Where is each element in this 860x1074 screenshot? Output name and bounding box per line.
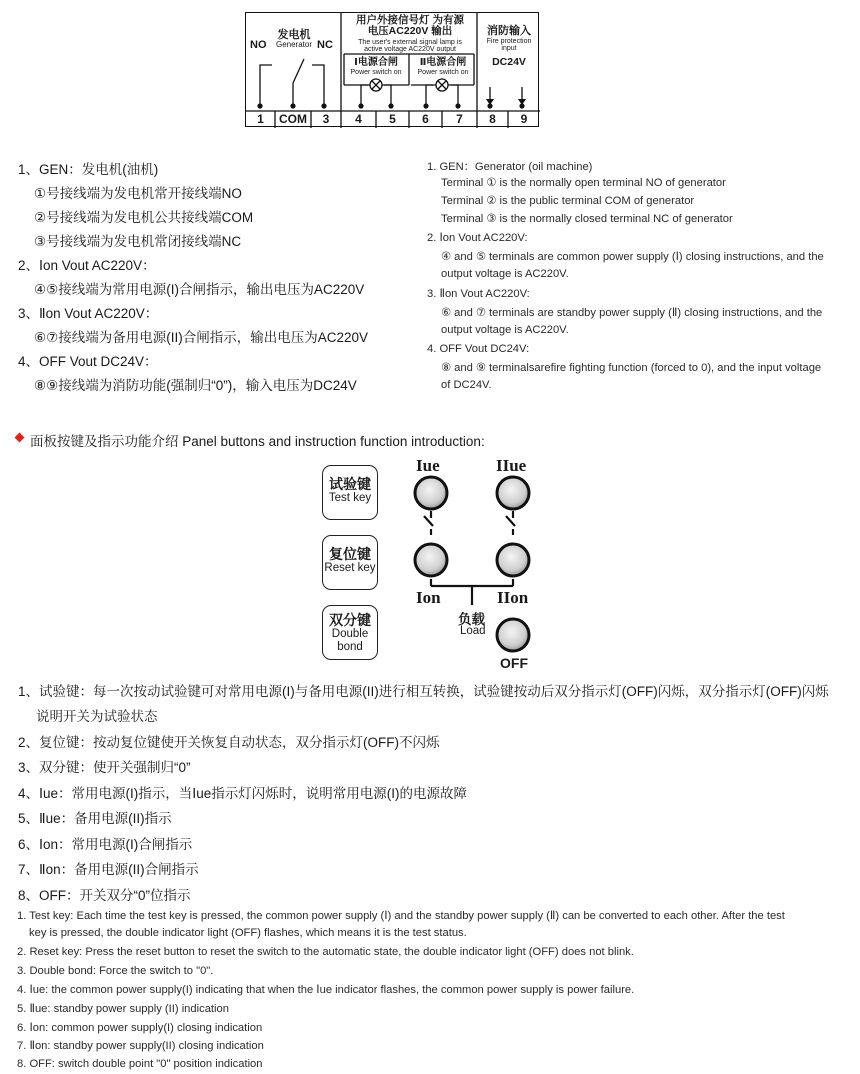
switch1-cn: Ⅰ电源合闸 (354, 57, 398, 68)
cn-desc-line: 1、GEN：发电机(油机) (18, 162, 159, 177)
label-load-en: Load (460, 625, 486, 637)
double-key-en-2: bond (337, 641, 363, 653)
double-key-cn: 双分键 (329, 612, 371, 628)
reset-key-en: Reset key (324, 562, 376, 574)
label-iiue: IIue (496, 456, 527, 475)
lamp-iue (415, 477, 447, 509)
fire-input-cn: 消防输入 (487, 25, 531, 37)
cn-panel-line: 说明开关为试验状态 (36, 709, 158, 724)
switch2-en: Power switch on (417, 69, 469, 76)
signal-lamp-cn-2: 电压AC220V 输出 (367, 25, 453, 37)
en-panel-line: 5. Ⅱue: standby power supply (II) indication (17, 1003, 229, 1015)
cn-panel-line: 4、Ⅰue：常用电源(I)指示，当Ⅰue指示灯闪烁时，说明常用电源(I)的电源故障 (18, 786, 467, 801)
test-key-en: Test key (328, 492, 372, 504)
cn-panel-line: 1、试验键：每一次按动试验键可对常用电源(I)与备用电源(II)进行相互转换，试验键按动后双分指示灯(OFF)闪烁，双分指示灯(OFF)闪烁 (18, 684, 829, 699)
indicator-panel (400, 455, 550, 675)
terminal-1: 1 (257, 112, 264, 126)
lamp-iion (497, 544, 529, 576)
cn-panel-line: 2、复位键：按动复位键使开关恢复自动状态，双分指示灯(OFF)不闪烁 (18, 735, 440, 750)
cn-desc-line: 3、Ⅱon Vout AC220V： (18, 306, 159, 321)
en-panel-line: 1. Test key: Each time the test key is pressed, the common power supply (Ⅰ) and the standby power supply (Ⅱ) can be converted to each other. After the test (17, 910, 785, 922)
lamp-iiue (497, 477, 529, 509)
en-panel-line: key is pressed, the double indicator light (OFF) flashes, which means it is the test status. (29, 927, 467, 939)
terminal-4: 4 (355, 112, 362, 126)
en-desc-line: ④ and ⑤ terminals are common power supply (Ⅰ) closing instructions, and the (441, 251, 824, 263)
fire-input-en-1: Fire protection (486, 38, 532, 45)
cn-panel-line: 8、OFF：开关双分“0”位指示 (18, 888, 191, 903)
switch2-cn: Ⅱ电源合闸 (419, 57, 467, 68)
double-key-en-1: Double (331, 628, 369, 640)
terminal-3: 3 (322, 112, 330, 126)
label-load-cn: 负载 (458, 612, 485, 627)
reset-key-cn: 复位键 (329, 546, 371, 562)
cn-desc-line: ⑧⑨接线端为消防功能(强制归“0”)，输入电压为DC24V (34, 378, 357, 393)
signal-lamp-en-1: The user's external signal lamp is (358, 39, 462, 46)
en-desc-line: Terminal ③ is the normally closed terminal NC of generator (441, 213, 733, 225)
en-desc-line: 4. OFF Vout DC24V: (427, 343, 530, 355)
en-desc-line: 3. Ⅱon Vout AC220V: (427, 288, 530, 300)
terminal-9: 9 (520, 112, 528, 126)
cn-desc-line: 2、Ⅰon Vout AC220V： (18, 258, 156, 273)
lamp-off (497, 619, 529, 651)
terminal-8: 8 (489, 112, 496, 126)
fire-input-voltage: DC24V (492, 56, 526, 68)
switch1-en: Power switch on (350, 69, 402, 76)
en-panel-line: 3. Double bond: Force the switch to "0". (17, 965, 214, 977)
cn-desc-line: ④⑤接线端为常用电源(I)合闸指示，输出电压为AC220V (34, 282, 365, 297)
en-desc-line: ⑧ and ⑨ terminalsarefire fighting function (forced to 0), and the input voltage (441, 362, 822, 374)
signal-lamp-cn-1: 用户外接信号灯 为有源 (356, 14, 464, 26)
reset-key[interactable] (322, 535, 378, 590)
generator-cn: 发电机 (277, 29, 311, 41)
label-ion: Ion (416, 588, 441, 607)
en-desc-line: of DC24V. (441, 379, 492, 391)
en-panel-line: 6. Ⅰon: common power supply(I) closing indication (17, 1022, 263, 1034)
cn-desc-line: 4、OFF Vout DC24V： (18, 354, 158, 369)
label-iion: IIon (497, 588, 529, 607)
en-desc-line: Terminal ② is the public terminal COM of generator (441, 195, 695, 207)
nc-label: NC (317, 39, 333, 51)
terminal-6: 6 (422, 112, 429, 126)
en-desc-line: 2. Ⅰon Vout AC220V: (427, 232, 528, 244)
test-key[interactable] (322, 465, 378, 520)
en-desc-line: Terminal ① is the normally open terminal NO of generator (441, 177, 726, 189)
cn-desc-line: ②号接线端为发电机公共接线端COM (34, 210, 254, 225)
cn-desc-line: ③号接线端为发电机常闭接线端NC (34, 234, 242, 249)
cn-panel-line: 6、Ⅰon：常用电源(I)合闸指示 (18, 837, 193, 852)
lamp-ion (415, 544, 447, 576)
en-panel-line: 8. OFF: switch double point "0" position indication (17, 1058, 263, 1070)
diamond-bullet-icon (15, 433, 25, 443)
panel-section-heading: 面板按键及指示功能介绍 Panel buttons and instruction function introduction: (30, 434, 485, 449)
test-key-cn: 试验键 (329, 476, 371, 492)
en-panel-line: 7. Ⅱon: standby power supply(II) closing indication (17, 1040, 264, 1052)
en-desc-line: output voltage is AC220V. (441, 324, 569, 336)
cn-desc-line: ⑥⑦接线端为备用电源(II)合闸指示，输出电压为AC220V (34, 330, 368, 345)
label-iue: Iue (416, 456, 440, 475)
terminal-7: 7 (456, 112, 463, 126)
double-key[interactable] (322, 605, 378, 660)
signal-lamp-en-2: active voltage AC220V output (364, 46, 456, 53)
label-off: OFF (500, 655, 528, 671)
terminal-5: 5 (389, 112, 396, 126)
fire-input-en-2: input (501, 45, 517, 52)
cn-desc-line: ①号接线端为发电机常开接线端NO (34, 186, 242, 201)
no-label: NO (250, 39, 267, 51)
generator-en: Generator (275, 40, 313, 49)
en-desc-line: 1. GEN：Generator (oil machine) (427, 161, 593, 173)
cn-panel-line: 3、双分键：使开关强制归“0” (18, 760, 191, 775)
cn-panel-line: 5、Ⅱue：备用电源(II)指示 (18, 811, 172, 826)
cn-panel-line: 7、Ⅱon：备用电源(II)合闸指示 (18, 862, 199, 877)
en-desc-line: output voltage is AC220V. (441, 268, 569, 280)
terminal-com: COM (279, 112, 307, 126)
en-panel-line: 2. Reset key: Press the reset button to reset the switch to the automatic state, the double indicator light (OFF) does not blink. (17, 946, 634, 958)
en-panel-line: 4. Ⅰue: the common power supply(I) indicating that when the Ⅰue indicator flashes, the common power supply is power failure. (17, 984, 635, 996)
en-desc-line: ⑥ and ⑦ terminals are standby power supply (Ⅱ) closing instructions, and the (441, 307, 823, 319)
terminal-wiring-diagram (245, 12, 539, 127)
